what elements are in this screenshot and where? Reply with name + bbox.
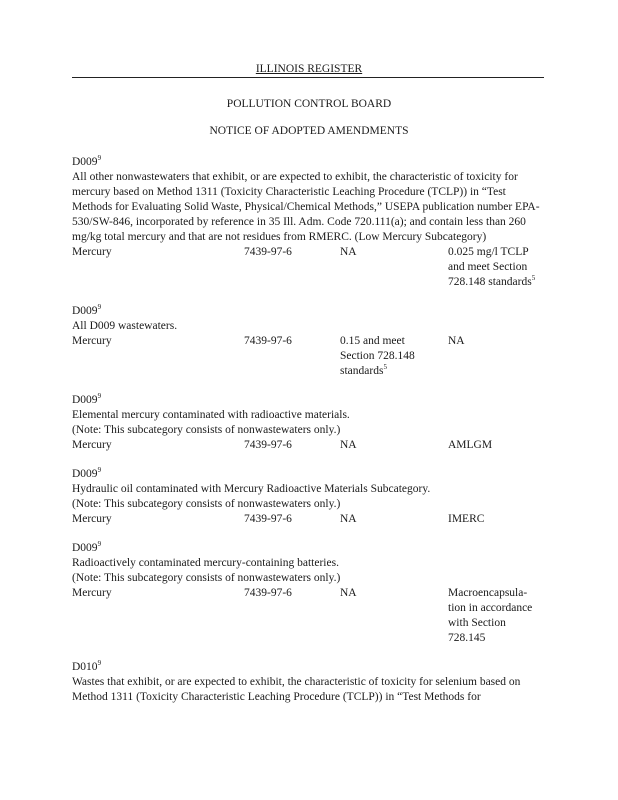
subcategory-note: (Note: This subcategory consists of nonwastewaters only.) — [72, 572, 341, 584]
constituent-row — [72, 334, 546, 379]
waste-code-text: D009 — [72, 305, 98, 317]
waste-description: Radioactively contaminated mercury-containing batteries. — [72, 557, 339, 569]
waste-code-footnote: 9 — [97, 154, 102, 163]
waste-description: Wastes that exhibit, or are expected to exhibit, the characteristic of toxicity for selenium based on Method 1311 (Toxicity Characteristic Leaching Procedure (TCLP)) in “Test Methods for — [72, 676, 521, 703]
constituent-row — [72, 438, 546, 453]
waste-section — [72, 467, 546, 527]
constituent-name: Mercury — [72, 246, 112, 258]
nonwastewater-standard — [448, 438, 548, 453]
waste-code — [72, 660, 546, 675]
waste-section — [72, 304, 546, 379]
waste-code-footnote: 9 — [97, 466, 102, 475]
constituent-name: Mercury — [72, 335, 112, 347]
waste-section — [72, 393, 546, 453]
cas-number: 7439-97-6 — [244, 513, 292, 525]
nonwastewater-line: AMLGM — [448, 439, 493, 451]
constituent-name: Mercury — [72, 439, 112, 451]
nonwastewater-line: and meet Section — [448, 261, 528, 273]
header-rule — [72, 77, 544, 78]
waste-section — [72, 155, 546, 290]
notice-title: NOTICE OF ADOPTED AMENDMENTS — [209, 125, 409, 137]
waste-code-footnote: 9 — [97, 540, 102, 549]
wastewater-standard — [340, 245, 440, 260]
constituent-name: Mercury — [72, 513, 112, 525]
nonwastewater-line: IMERC — [448, 513, 485, 525]
nonwastewater-line: 728.148 standards$^5$ — [448, 274, 536, 288]
waste-code — [72, 304, 546, 319]
wastewater-standard — [340, 512, 440, 527]
register-header: ILLINOIS REGISTER — [255, 63, 363, 75]
waste-code-text: D010 — [72, 661, 98, 673]
nonwastewater-line: Macroencapsula- — [448, 587, 528, 599]
waste-description: Elemental mercury contaminated with radioactive materials. — [72, 409, 350, 421]
nonwastewater-line: 728.145 — [448, 632, 486, 644]
constituent-row — [72, 245, 546, 290]
waste-code — [72, 541, 546, 556]
board-title: POLLUTION CONTROL BOARD — [226, 98, 392, 110]
waste-code-text: D009 — [72, 394, 98, 406]
constituent-row — [72, 512, 546, 527]
waste-code — [72, 467, 546, 482]
waste-section — [72, 660, 546, 705]
cas-number: 7439-97-6 — [244, 587, 292, 599]
wastewater-standard — [340, 438, 440, 453]
constituent-name: Mercury — [72, 587, 112, 599]
wastewater-footnote: 5 — [383, 363, 387, 372]
waste-description: Hydraulic oil contaminated with Mercury Radioactive Materials Subcategory. — [72, 483, 431, 495]
wastewater-standard — [340, 334, 440, 379]
cas-number: 7439-97-6 — [244, 439, 292, 451]
nonwastewater-standard — [448, 512, 548, 527]
waste-code-footnote: 9 — [97, 392, 102, 401]
wastewater-line: Section 728.148 — [340, 350, 415, 362]
waste-code-footnote: 9 — [97, 303, 102, 312]
wastewater-line: standards$^5$ — [340, 363, 387, 377]
waste-section — [72, 541, 546, 646]
wastewater-line: NA — [340, 513, 357, 525]
nonwastewater-standard — [448, 245, 548, 290]
nonwastewater-line: NA — [448, 335, 465, 347]
constituent-row — [72, 586, 546, 646]
wastewater-line: NA — [340, 439, 357, 451]
nonwastewater-line: 0.025 mg/l TCLP — [448, 246, 529, 258]
wastewater-line: NA — [340, 246, 357, 258]
waste-code-text: D009 — [72, 156, 98, 168]
waste-code — [72, 155, 546, 170]
nonwastewater-line: with Section — [448, 617, 506, 629]
subcategory-note: (Note: This subcategory consists of nonwastewaters only.) — [72, 424, 341, 436]
nonwastewater-standard — [448, 586, 548, 646]
subcategory-note: (Note: This subcategory consists of nonwastewaters only.) — [72, 498, 341, 510]
cas-number: 7439-97-6 — [244, 246, 292, 258]
nonwastewater-standard — [448, 334, 548, 349]
waste-description: All other nonwastewaters that exhibit, or are expected to exhibit, the characteristic of toxicity for mercury based on Method 1311 (Toxicity Characteristic Leaching Procedure (TCLP)) in “Test Methods for Evaluating Solid Waste, Physical/Chemical Methods,” USEPA publication number EPA-530/SW-846, incorporated by reference in 35 Ill. Adm. Code 720.111(a); and contain less than 260 mg/kg total mercury and that are not residues from RMERC. (Low Mercury Subcategory) — [72, 171, 540, 243]
waste-description: All D009 wastewaters. — [72, 320, 178, 332]
nonwastewater-footnote: 5 — [531, 274, 536, 283]
waste-code-footnote: 9 — [97, 659, 102, 668]
wastewater-line: NA — [340, 587, 357, 599]
document-body — [72, 155, 546, 719]
wastewater-standard — [340, 586, 440, 601]
wastewater-line: 0.15 and meet — [340, 335, 405, 347]
waste-code-text: D009 — [72, 468, 98, 480]
waste-code-text: D009 — [72, 542, 98, 554]
waste-code — [72, 393, 546, 408]
nonwastewater-line: tion in accordance — [448, 602, 533, 614]
cas-number: 7439-97-6 — [244, 335, 292, 347]
